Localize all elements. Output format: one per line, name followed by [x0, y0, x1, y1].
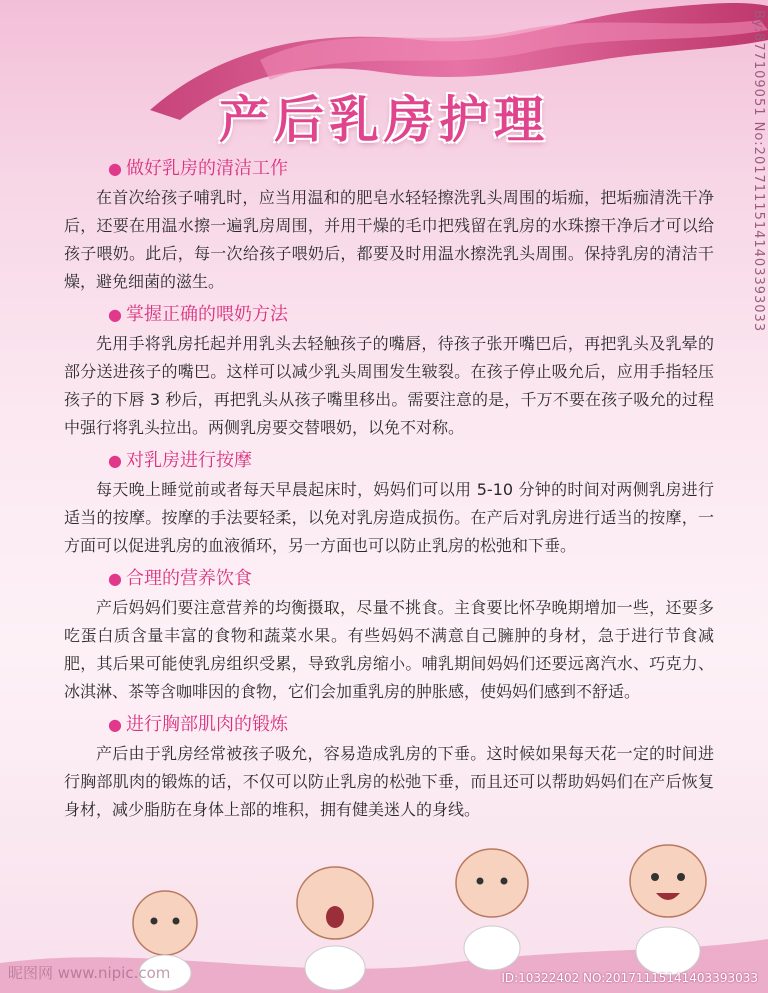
crying-baby-icon [297, 867, 373, 990]
smiling-baby-icon [630, 845, 706, 975]
section-heading: 做好乳房的清洁工作 [125, 158, 288, 179]
side-watermark: By:877109051 No:20171115141403393033 [751, 10, 766, 333]
section-exercise [64, 712, 714, 824]
section-body: 产后妈妈们要注意营养的均衡摄取，尽量不挑食。主食要比怀孕晚期增加一些，还要多吃蛋白质含量丰富的食物和蔬菜水果。有些妈妈不满意自己臃肿的身材，急于进行节食减肥，其后果可能使乳房组织受累，导致乳房缩小。哺乳期间妈妈们还要远离汽水、巧克力、冰淇淋、茶等含咖啡因的食物，它们会加重乳房的肿胀感，使妈妈们感到不舒适。 [64, 598, 714, 701]
section-nutrition [64, 566, 714, 706]
image-id: ID:10322402 NO:20171115141403393033 [501, 971, 758, 985]
section-massage [64, 448, 714, 560]
content-area [64, 156, 714, 830]
section-feeding [64, 302, 714, 442]
section-body: 产后由于乳房经常被孩子吸允，容易造成乳房的下垂。这时候如果每天花一定的时间进行胸部肌肉的锻炼的话，不仅可以防止乳房的松弛下垂，而且还可以帮助妈妈们在产后恢复身材，减少脂肪在身体上部的堆积，拥有健美迷人的身线。 [64, 744, 714, 819]
bullet-icon: ● [108, 569, 122, 588]
section-body: 先用手将乳房托起并用乳头去轻触孩子的嘴唇，待孩子张开嘴巴后，再把乳头及乳晕的部分送进孩子的嘴巴。这样可以减少乳头周围发生皲裂。在孩子停止吸允后，应用手指轻压孩子的下唇 3 秒后，再把乳头从孩子嘴里移出。需要注意的是，千万不要在孩子吸允的过程中强行将乳头拉出。两侧乳房要交替喂奶，以免不对称。 [64, 334, 714, 437]
section-heading: 合理的营养饮食 [125, 568, 252, 589]
bottom-watermark: 昵图网 www.nipic.com [8, 964, 171, 982]
baby-icon [456, 849, 528, 970]
page-title: 产后乳房护理 [219, 91, 549, 149]
bullet-icon: ● [108, 715, 122, 734]
bullet-icon: ● [108, 305, 122, 324]
section-heading: 进行胸部肌肉的锻炼 [125, 714, 288, 735]
section-heading: 掌握正确的喂奶方法 [125, 304, 288, 325]
section-body: 每天晚上睡觉前或者每天早晨起床时，妈妈们可以用 5-10 分钟的时间对两侧乳房进行适当的按摩。按摩的手法要轻柔，以免对乳房造成损伤。在产后对乳房进行适当的按摩，一方面可以促进乳房的血液循环，另一方面也可以防止乳房的松弛和下垂。 [64, 480, 714, 555]
bullet-icon: ● [108, 159, 122, 178]
section-body: 在首次给孩子哺乳时，应当用温和的肥皂水轻轻擦洗乳头周围的垢痂，把垢痂清洗干净后，还要在用温水擦一遍乳房周围，并用干燥的毛巾把残留在乳房的水珠擦干净后才可以给孩子喂奶。此后，每一次给孩子喂奶后，都要及时用温水擦洗乳头周围。保持乳房的清洁干燥，避免细菌的滋生。 [64, 188, 714, 291]
section-cleaning [64, 156, 714, 296]
bullet-icon: ● [108, 451, 122, 470]
section-heading: 对乳房进行按摩 [125, 450, 252, 471]
